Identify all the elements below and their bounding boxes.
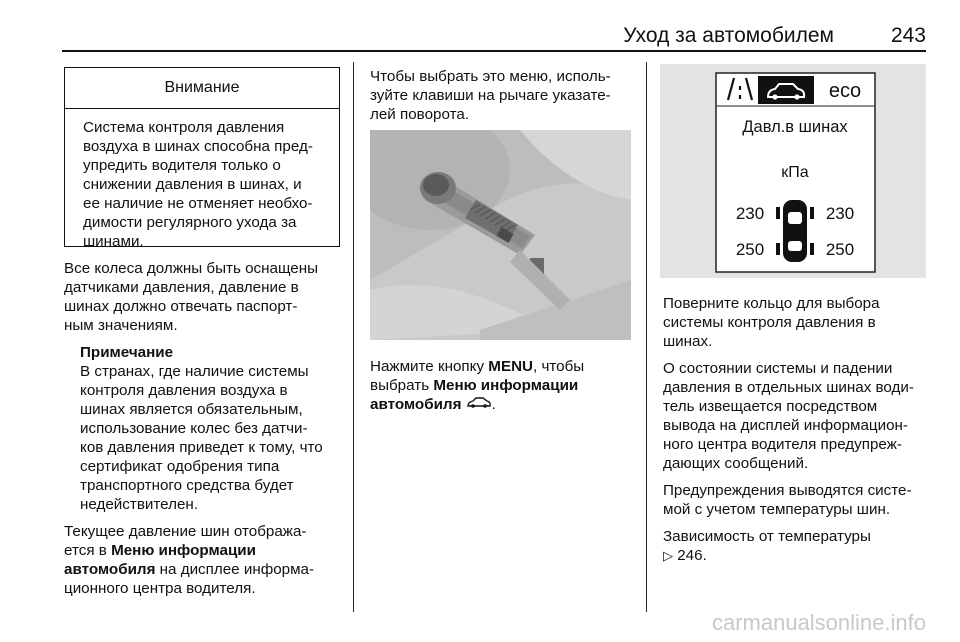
text-line: мой с учетом температуры шин. xyxy=(663,501,891,518)
front-left-pressure: 230 xyxy=(735,204,765,223)
lever-illustration xyxy=(370,130,631,340)
warning-body xyxy=(65,109,339,251)
text-line xyxy=(64,560,348,579)
text-line xyxy=(370,395,640,414)
menu-button-label: MENU xyxy=(488,358,534,375)
text-line: Зависимость от температуры xyxy=(663,528,871,545)
turn-signal-lever-photo xyxy=(370,130,631,340)
text-line: давления в отдельных шинах води- xyxy=(663,379,914,396)
column-2-bottom xyxy=(370,357,640,422)
text-run: . xyxy=(491,396,496,413)
warning-line: упредить водителя только о xyxy=(83,157,281,174)
paragraph-system-status xyxy=(663,359,933,473)
menu-name-bold: автомобиля xyxy=(64,561,156,578)
text-line: системы контроля давления в xyxy=(663,314,876,331)
text-line: контроля давления воздуха в xyxy=(80,382,288,399)
pressure-unit: кПа xyxy=(781,164,809,181)
text-run: , чтобы xyxy=(533,358,585,375)
text-run: Нажмите кнопку xyxy=(370,358,489,375)
text-line: тель извещается посредством xyxy=(663,398,878,415)
tire-pressure-display xyxy=(660,64,926,278)
car-info-icon xyxy=(466,395,492,414)
text-line: Поверните кольцо для выбора xyxy=(663,295,880,312)
paragraph-select-menu xyxy=(370,67,640,124)
text-line: шинах должно отвечать паспорт- xyxy=(64,298,298,315)
page-title: Уход за автомобилем xyxy=(623,24,834,47)
header-rule xyxy=(62,50,926,52)
text-line: лей поворота. xyxy=(370,106,470,123)
text-line: шинах является обязательным, xyxy=(80,401,303,418)
text-line: использование колес без датчи- xyxy=(80,420,308,437)
text-line: зуйте клавиши на рычаге указате- xyxy=(370,87,611,104)
column-1 xyxy=(64,259,348,606)
column-3 xyxy=(663,294,933,573)
column-divider-1 xyxy=(353,62,354,612)
warning-box xyxy=(64,67,340,250)
text-line: ным значениям. xyxy=(64,317,178,334)
text-run: ется в xyxy=(64,542,112,559)
paragraph-temperature xyxy=(663,527,933,565)
text-line xyxy=(370,376,640,395)
text-run: выбрать xyxy=(370,377,434,394)
text-line: недействителен. xyxy=(80,496,199,513)
text-line: О состоянии системы и падении xyxy=(663,360,893,377)
warning-line: ее наличие не отменяет необхо- xyxy=(83,195,313,212)
note-block xyxy=(64,343,348,514)
paragraph-rotate-ring xyxy=(663,294,933,351)
text-line: Текущее давление шин отобража- xyxy=(64,523,307,540)
warning-line: димости регулярного ухода за xyxy=(83,214,297,231)
paragraph-sensors xyxy=(64,259,348,335)
text-line: транспортного средства будет xyxy=(80,477,294,494)
column-2-top xyxy=(370,67,640,132)
text-line: шинах. xyxy=(663,333,713,350)
reference-page: 246. xyxy=(677,547,707,564)
warning-line: снижении давления в шинах, и xyxy=(83,176,302,193)
text-run: на дисплее информа- xyxy=(155,561,315,578)
page-header xyxy=(62,22,926,54)
reference-arrow-icon: ▷ xyxy=(663,548,673,563)
note-title: Примечание xyxy=(80,344,174,361)
menu-name-bold: автомобиля xyxy=(370,396,462,413)
page-number: 243 xyxy=(890,24,926,47)
column-divider-2 xyxy=(646,62,647,612)
paragraph-warnings xyxy=(663,481,933,519)
warning-line: шинами. xyxy=(83,233,144,250)
text-line xyxy=(370,357,640,376)
text-line: ков давления приведет к тому, что xyxy=(80,439,323,456)
text-line: вывода на дисплей информацион- xyxy=(663,417,908,434)
warning-title: Внимание xyxy=(65,68,339,109)
display-drawing xyxy=(660,64,926,278)
text-line: Предупреждения выводятся систе- xyxy=(663,482,912,499)
text-line: ционного центра водителя. xyxy=(64,580,256,597)
text-line: сертификат одобрения типа xyxy=(80,458,280,475)
text-line: ного центра водителя предупреж- xyxy=(663,436,902,453)
menu-name-bold: Меню информации xyxy=(433,377,579,394)
paragraph-press-menu xyxy=(370,357,640,414)
text-line: датчиками давления, давление в xyxy=(64,279,299,296)
watermark: carmanualsonline.info xyxy=(711,610,926,635)
cross-reference-link[interactable] xyxy=(663,546,933,565)
text-line: Чтобы выбрать это меню, исполь- xyxy=(370,68,611,85)
paragraph-current-pressure xyxy=(64,522,348,598)
rear-right-pressure: 250 xyxy=(825,240,855,259)
warning-line: воздуха в шинах способна пред- xyxy=(83,138,313,155)
menu-name-bold: Меню информации xyxy=(111,542,256,559)
text-line: дающих сообщений. xyxy=(663,455,809,472)
display-label: Давл.в шинах xyxy=(742,118,848,136)
text-line: Все колеса должны быть оснащены xyxy=(64,260,319,277)
eco-label: eco xyxy=(828,80,862,102)
text-line: В странах, где наличие системы xyxy=(80,363,309,380)
rear-left-pressure: 250 xyxy=(735,240,765,259)
front-right-pressure: 230 xyxy=(825,204,855,223)
car-tab-highlight xyxy=(758,76,814,104)
warning-line: Система контроля давления xyxy=(83,119,285,136)
text-line xyxy=(64,541,348,560)
